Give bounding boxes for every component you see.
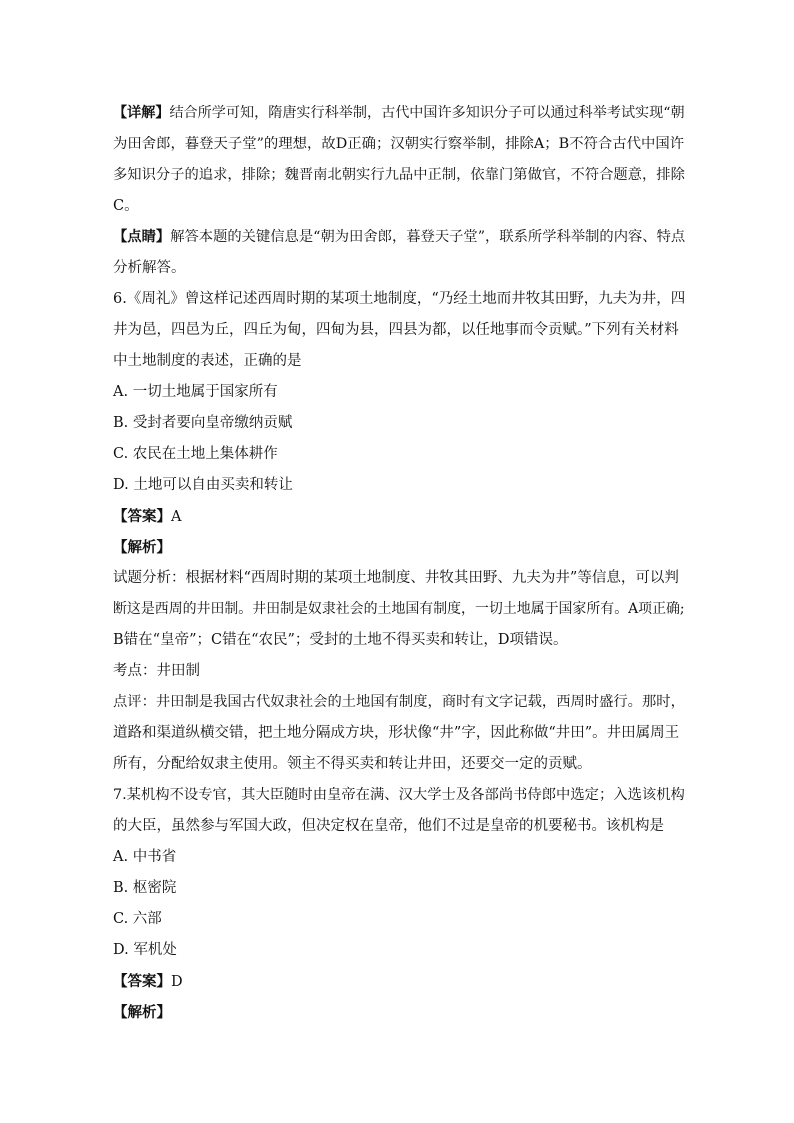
text-line [113,594,683,625]
line-text: A [171,509,182,525]
line-text: 的大臣，虽然参与军国大政，但决定权在皇帝，他们不过是皇帝的机要秘书。该机构是 [113,818,664,834]
line-text: B. 枢密院 [113,880,177,896]
line-text: B错在“皇帝”；C错在“农民”；受封的土地不得买卖和转让，D项错误。 [113,632,568,648]
line-text: 井为邑，四邑为丘，四丘为甸，四甸为县，四县为都，以任地事而令贡赋。”下列有关材料 [113,322,679,338]
line-text: D. 土地可以自由买卖和转让 [113,477,293,493]
line-text: C。 [113,198,139,214]
line-text: 所有，分配给奴隶主使用。领主不得买卖和转让井田，还要交一定的贡赋。 [113,756,592,772]
text-line [113,687,683,718]
text-line [113,811,683,842]
line-text: A. 一切土地属于国家所有 [113,384,278,400]
line-text: 点评：井田制是我国古代奴隶社会的土地国有制度，商时有文字记载，西周时盛行。那时， [113,694,685,710]
document-body [113,98,686,1028]
text-line [113,408,683,439]
text-line [113,842,683,873]
line-text: B. 受封者要向皇帝缴纳贡赋 [113,415,293,431]
line-text: 7.某机构不设专官，其大臣随时由皇帝在满、汉大学士及各部尚书侍郎中选定；入选该机构 [113,787,685,803]
text-line [113,222,686,253]
text-line [113,315,683,346]
line-text: 试题分析：根据材料“西周时期的某项土地制度、井牧其田野、九夫为井”等信息，可以判 [113,570,679,586]
line-text: D [171,974,183,990]
text-line [113,284,686,315]
line-text: 结合所学可知，隋唐实行科举制，古代中国许多知识分子可以通过科举考试实现“朝 [169,105,685,121]
section-label: 【解析】 [113,1004,171,1021]
text-line [113,377,683,408]
line-text: 断这是西周的井田制。井田制是奴隶社会的土地国有制度，一切土地属于国家所有。A项正确; [113,601,685,617]
line-text: C. 农民在土地上集体耕作 [113,446,278,462]
line-text: 考点：井田制 [113,663,200,679]
text-line [113,904,683,935]
text-line [113,98,683,129]
line-text: 为田舍郎，暮登天子堂”的理想，故D正确；汉朝实行察举制，排除A；B不符合古代中国许 [113,136,685,152]
text-line [113,625,683,656]
text-line [113,656,683,687]
text-line [113,563,683,594]
line-text: 道路和渠道纵横交错，把土地分隔成方块，形状像“井”字，因此称做“井田”。井田属周王 [113,725,680,741]
text-line [113,470,683,501]
text-line [113,191,683,222]
text-line [113,873,683,904]
section-label: 【答案】 [113,973,171,990]
line-text: D. 军机处 [113,942,177,958]
text-line [113,253,683,284]
text-line [113,997,683,1028]
section-label: 【详解】 [113,105,170,121]
line-text: C. 六部 [113,911,162,927]
text-line [113,935,683,966]
line-text: 中土地制度的表述，正确的是 [113,353,302,369]
section-label: 【答案】 [113,508,171,525]
line-text: 6.《周礼》曾这样记述西周时期的某项土地制度，“乃经土地而井牧其田野，九夫为井，四 [113,291,686,307]
section-label: 【解析】 [113,539,171,556]
text-line [113,966,683,997]
text-line [113,501,683,532]
text-line [113,749,683,780]
text-line [113,780,683,811]
text-line [113,160,683,191]
text-line [113,346,683,377]
line-text: 分析解答。 [113,260,186,276]
section-label: 【点睛】 [113,229,171,245]
line-text: 多知识分子的追求，排除；魏晋南北朝实行九品中正制，依靠门第做官，不符合题意，排除 [113,167,685,183]
text-line [113,718,683,749]
text-line [113,129,683,160]
text-line [113,439,683,470]
line-text: 解答本题的关键信息是“朝为田舍郎，暮登天子堂”，联系所学科举制的内容、特点 [170,229,686,245]
text-line [113,532,683,563]
line-text: A. 中书省 [113,849,177,865]
